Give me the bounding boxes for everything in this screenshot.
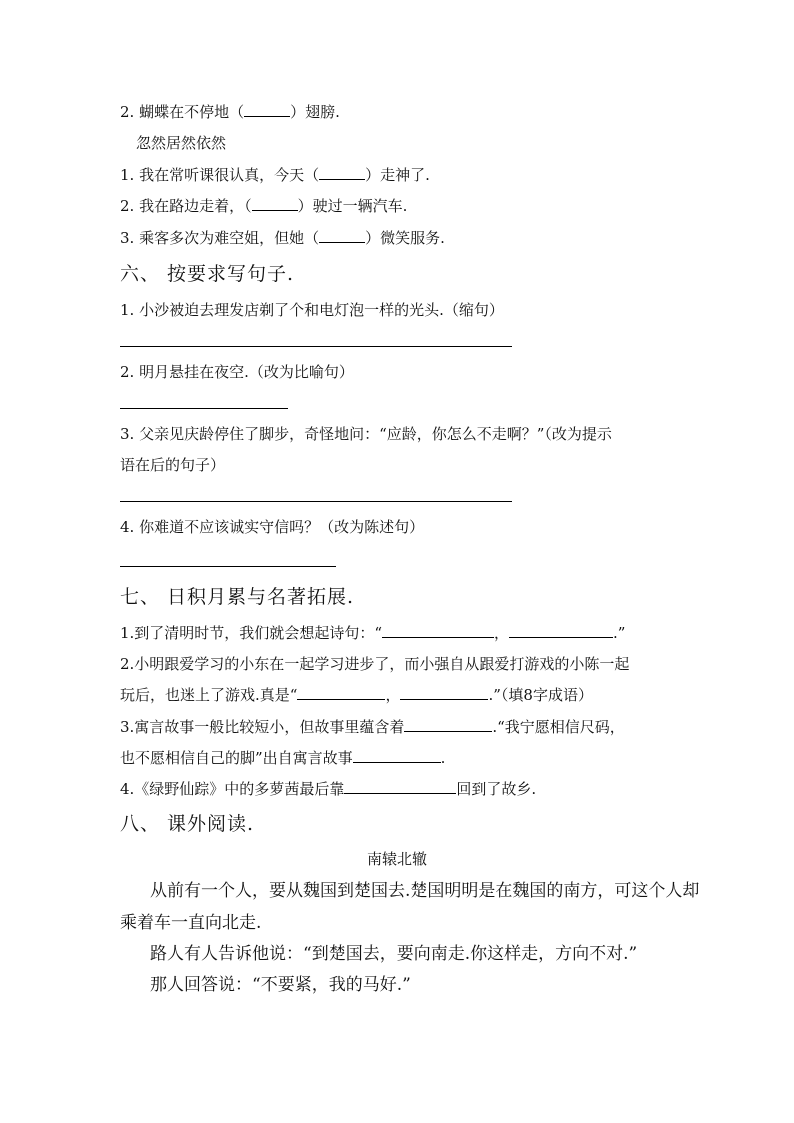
answer-blank[interactable] [297,685,385,700]
answer-blank[interactable] [400,685,488,700]
answer-blank[interactable] [319,228,365,243]
s7-q1: 1.到了清明时节，我们就会想起诗句：“ ， .” [120,624,626,642]
word-bank-q3: 3. 乘客多次为难空姐，但她（ ）微笑服务. [120,229,445,247]
answer-blank[interactable] [244,102,290,117]
answer-blank[interactable] [353,748,441,763]
s6-q4: 4. 你难道不应该诚实守信吗？（改为陈述句） [120,518,425,536]
answer-line[interactable] [120,346,512,347]
q2-butterfly: 2. 蝴蝶在不停地（ ）翅膀. [120,103,340,121]
story-p2: 路人有人告诉他说：“到楚国去，要向南走.你这样走，方向不对.” [150,944,638,964]
answer-blank[interactable] [509,623,613,638]
story-title: 南辕北辙 [366,850,427,868]
section-6-title: 六、 按要求写句子. [120,263,295,285]
answer-blank[interactable] [404,717,492,732]
s7-q3-line1: 3.寓言故事一般比较短小，但故事里蕴含着 .“我宁愿相信尺码， [120,718,625,736]
s6-q3-line1: 3. 父亲见庆龄停住了脚步，奇怪地问：“应龄，你怎么不走啊？”（改为提示 [120,425,612,443]
s6-q1: 1. 小沙被迫去理发店剃了个和电灯泡一样的光头.（缩句） [120,301,504,319]
s7-q2-line2: 玩后，也迷上了游戏.真是“ ， .”（填8字成语） [120,686,593,704]
s6-q2: 2. 明月悬挂在夜空.（改为比喻句） [120,363,354,381]
section-7-title: 七、 日积月累与名著拓展. [120,586,355,608]
s7-q4: 4.《绿野仙踪》中的多萝茜最后靠 回到了故乡. [120,780,537,798]
s7-q3-line2: 也不愿相信自己的脚”出自寓言故事 . [120,749,446,767]
answer-blank[interactable] [344,779,456,794]
answer-line[interactable] [120,566,336,567]
story-p1-line2: 乘着车一直向北走. [120,913,262,933]
s6-q3-line2: 语在后的句子） [120,456,226,474]
answer-blank[interactable] [252,196,298,211]
story-p3: 那人回答说：“不要紧，我的马好.” [150,975,411,995]
word-bank-q1: 1. 我在常听课很认真，今天（ ）走神了. [120,166,430,184]
section-8-title: 八、 课外阅读. [120,813,255,835]
answer-line[interactable] [120,501,512,502]
answer-line[interactable] [120,408,288,409]
word-bank: 忽然居然依然 [136,134,227,152]
answer-blank[interactable] [382,623,494,638]
answer-blank[interactable] [319,165,365,180]
story-p1-line1: 从前有一个人，要从魏国到楚国去.楚国明明是在魏国的南方，可这个人却 [150,881,700,901]
word-bank-q2: 2. 我在路边走着，（ ）驶过一辆汽车. [120,197,408,215]
s7-q2-line1: 2.小明跟爱学习的小东在一起学习进步了，而小强自从跟爱打游戏的小陈一起 [120,655,630,673]
